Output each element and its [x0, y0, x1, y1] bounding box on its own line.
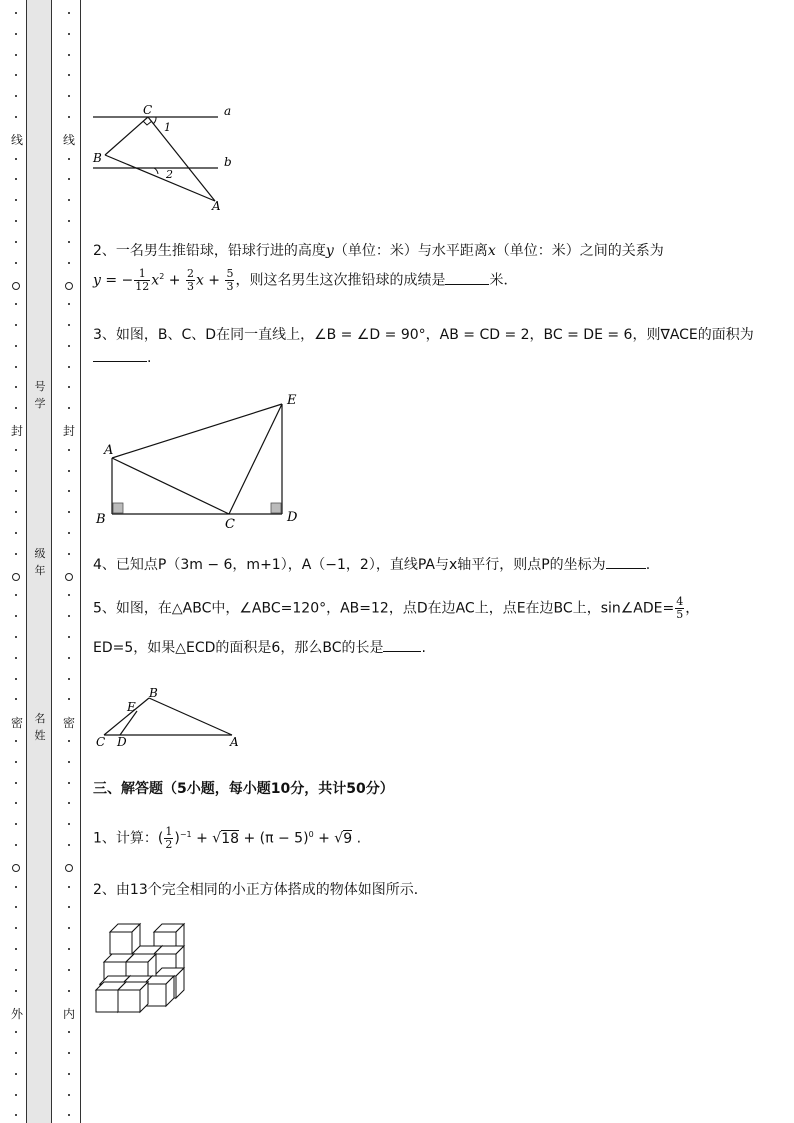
figure-parallel-lines — [88, 100, 248, 215]
binding-dot — [68, 761, 70, 763]
binding-dot — [68, 12, 70, 14]
fig1-line-b: b — [224, 155, 232, 169]
binding-dot — [15, 1073, 17, 1075]
outer-binding-circle-icon — [12, 864, 20, 872]
fig5-label-d: D — [117, 735, 127, 749]
fig1-angle-2: 2 — [166, 168, 173, 181]
binding-dot — [15, 948, 17, 950]
fig3-label-b: B — [96, 512, 106, 527]
answer-blank-q5[interactable] — [383, 651, 421, 652]
answer-blank-q2[interactable] — [445, 284, 489, 285]
fig1-label-a: A — [212, 199, 221, 213]
binding-dot — [15, 990, 17, 992]
binding-dot — [68, 678, 70, 680]
fig5-label-b: B — [149, 686, 158, 700]
binding-dot — [68, 54, 70, 56]
strip-label-name: 名姓 — [34, 712, 46, 742]
fig5-label-c: C — [96, 735, 106, 749]
binding-dot — [15, 33, 17, 35]
question-5-line1: 5、如图，在△ABC中，∠ABC=120°，AB=12，点D在边AC上，点E在边BC上，sin∠ADE= $\frac{4}{5}$ ， — [93, 595, 700, 621]
binding-dot — [68, 553, 70, 555]
binding-dot — [15, 449, 17, 451]
question-2-line2: y = − $\frac{1}{12}$ $x^2$ + $\frac{2}{3}$ x + $\frac{5}{3}$ ，则这名男生这次推铅球的成绩是 米． — [93, 267, 518, 293]
binding-dot — [15, 1094, 17, 1096]
binding-dot — [68, 220, 70, 222]
binding-dot — [68, 782, 70, 784]
binding-dot — [68, 844, 70, 846]
binding-dot — [15, 844, 17, 846]
binding-dot — [68, 886, 70, 888]
binding-dot — [15, 470, 17, 472]
inner-seal-char: 封 — [63, 424, 76, 438]
sqrt-sign: √ — [212, 830, 222, 847]
binding-dot — [15, 886, 17, 888]
outer-line-char: 线 — [11, 133, 24, 147]
binding-dot — [68, 116, 70, 118]
binding-dot — [15, 262, 17, 264]
binding-dot — [15, 678, 17, 680]
binding-dot — [15, 532, 17, 534]
binding-dot — [68, 241, 70, 243]
binding-dot — [15, 241, 17, 243]
binding-outer-column — [0, 0, 26, 1123]
binding-dot — [15, 969, 17, 971]
inner-inside-char: 内 — [63, 1007, 76, 1021]
question-3-line1: 3、如图，B、C、D在同一直线上，∠B = ∠D = 90°，AB = CD = 2，BC = DE = 6，则∇ACE的面积为 — [93, 327, 754, 343]
outer-outside-char: 外 — [11, 1007, 24, 1021]
small-cube — [118, 982, 148, 1012]
binding-dot — [68, 969, 70, 971]
binding-dot — [68, 345, 70, 347]
question-2-line1: 2、一名男生推铅球，铅球行进的高度y（单位：米）与水平距离x（单位：米）之间的关系为 — [93, 243, 664, 259]
binding-dot — [68, 740, 70, 742]
fig3-label-e: E — [287, 393, 297, 408]
binding-dot — [68, 948, 70, 950]
binding-dot — [15, 116, 17, 118]
fig1-label-b: B — [93, 151, 102, 165]
inner-secret-char: 密 — [63, 716, 76, 730]
binding-dot — [15, 220, 17, 222]
binding-dot — [15, 1052, 17, 1054]
binding-dot — [68, 657, 70, 659]
binding-dot — [15, 761, 17, 763]
binding-dot — [68, 1052, 70, 1054]
fig1-angle-1: 1 — [164, 121, 171, 134]
binding-dot — [68, 1094, 70, 1096]
figure-triangle-abc — [92, 682, 252, 752]
inner-line-char: 线 — [63, 133, 76, 147]
figure-triangle-ace — [92, 390, 312, 530]
small-cube — [110, 924, 140, 954]
fig3-label-c: C — [225, 517, 235, 530]
outer-seal-char: 封 — [11, 424, 24, 438]
section-3-heading: 三、解答题（5小题，每小题10分，共计50分） — [93, 781, 394, 797]
inner-binding-circle-icon — [65, 864, 73, 872]
inner-binding-circle-icon — [65, 573, 73, 581]
strip-label-grade: 级年 — [34, 547, 46, 577]
binding-dot — [15, 324, 17, 326]
binding-dot — [68, 990, 70, 992]
binding-dot — [15, 657, 17, 659]
binding-dot — [15, 54, 17, 56]
binding-dot — [15, 553, 17, 555]
solution-question-1: 1、计算：( $\frac{1}{2}$ )$^{-1} + √18 + (\pi - 5)^0 + √9$ . — [93, 825, 362, 851]
fig5-label-a: A — [230, 735, 239, 749]
binding-dot — [68, 449, 70, 451]
binding-dot — [15, 345, 17, 347]
binding-dot — [68, 1073, 70, 1075]
question-5-line2: ED=5，如果△ECD的面积是6，那么BC的长是 . — [93, 640, 426, 656]
question-3-line2: . — [93, 350, 151, 366]
binding-inner-column — [55, 0, 81, 1123]
binding-dot — [68, 366, 70, 368]
answer-blank-q3[interactable] — [93, 361, 147, 362]
fig1-line-a: a — [224, 104, 232, 118]
sqrt-sign-2: √ — [334, 830, 344, 847]
binding-dot — [15, 366, 17, 368]
binding-dot — [15, 740, 17, 742]
fig3-label-a: A — [104, 443, 114, 458]
question-4: 4、已知点P（3m − 6，m+1），A（−1，2），直线PA与x轴平行，则点P的坐标为 . — [93, 557, 651, 573]
binding-dot — [68, 532, 70, 534]
inner-binding-circle-icon — [65, 282, 73, 290]
figure-cube-stack — [92, 918, 192, 1018]
binding-dot — [15, 636, 17, 638]
fig3-label-d: D — [287, 510, 298, 525]
fig1-label-c: C — [143, 103, 153, 117]
fig5-label-e: E — [127, 700, 136, 714]
solution-question-2: 2、由13个完全相同的小正方体搭成的物体如图所示． — [93, 882, 428, 898]
binding-dot — [68, 33, 70, 35]
binding-dot — [15, 158, 17, 160]
binding-dot — [68, 158, 70, 160]
strip-label-student-id: 号学 — [34, 380, 46, 410]
binding-dot — [68, 262, 70, 264]
binding-dot — [68, 636, 70, 638]
binding-dot — [68, 324, 70, 326]
binding-dot — [15, 12, 17, 14]
binding-dot — [68, 470, 70, 472]
binding-dot — [15, 782, 17, 784]
outer-binding-circle-icon — [12, 573, 20, 581]
answer-blank-q4[interactable] — [606, 568, 646, 569]
outer-secret-char: 密 — [11, 716, 24, 730]
outer-binding-circle-icon — [12, 282, 20, 290]
